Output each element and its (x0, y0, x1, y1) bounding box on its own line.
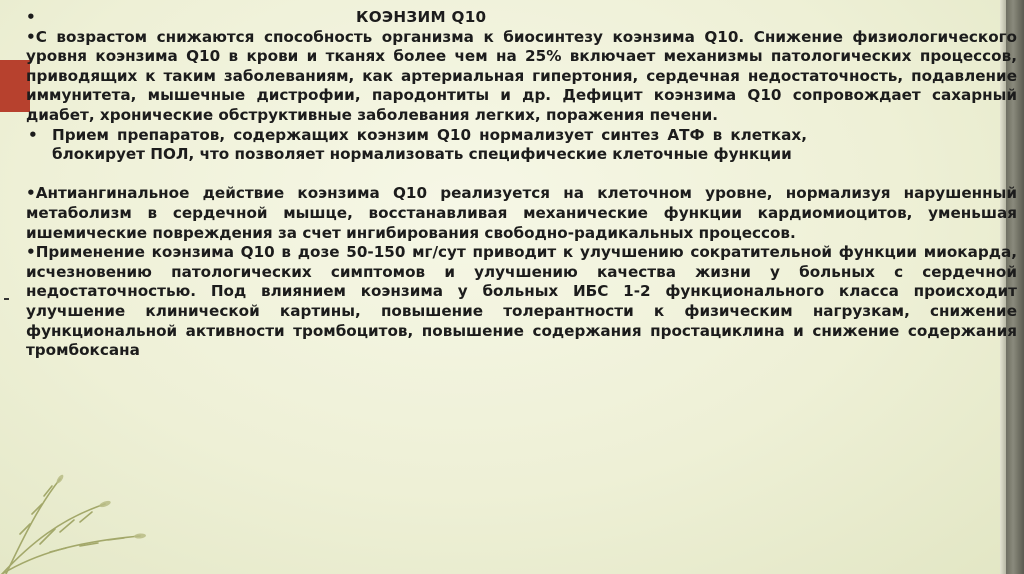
title-bullet: • (26, 8, 36, 26)
slide-title: КОЭНЗИМ Q10 (356, 8, 487, 26)
list-bullet: • (28, 125, 38, 144)
plant-decoration-icon (0, 424, 180, 574)
slide-body (26, 8, 1017, 361)
paragraph-atp: Прием препаратов, содержащих коэнзим Q10 нормализует синтез АТФ в клетках, блокирует ПОЛ, что позволяет нормализовать специфические клеточные функции (52, 125, 807, 164)
paragraph-dosage: •Применение коэнзима Q10 в дозе 50-150 мг/сут приводит к улучшению сократительной функции миокарда, исчезновению патологических симптомов и улучшению качества жизни у больных с сердечной недостаточностью. Под влиянием коэнзима у больных ИБС 1-2 функционального класса происходит улучшение клинической картины, повышение толерантности к физическим нагрузкам, снижение функциональной активности тромбоцитов, повышение содержания простациклина и снижение содержания тромбоксана (26, 243, 1017, 360)
title-line (26, 8, 1017, 28)
paragraph-deficiency: •С возрастом снижаются способность организма к биосинтезу коэнзима Q10. Снижение физиологического уровня коэнзима Q10 в крови и тканях более чем на 25% включает механизмы патологических процессов, приводящих к таким заболеваниям, как артериальная гипертония, сердечная недостаточность, подавление иммунитета, мышечные дистрофии, пародонтиты и др. Дефицит коэнзима Q10 сопровождает сахарный диабет, хронические обструктивные заболевания легких, поражения печени. (26, 27, 1017, 124)
paragraph-antianginal: •Антиангинальное действие коэнзима Q10 реализуется на клеточном уровне, нормализуя нарушенный метаболизм в сердечной мышце, восстанавливая механические функции кардиомиоцитов, уменьшая ишемические повреждения за счет ингибирования свободно-радикальных процессов. (26, 184, 1017, 242)
spacer (26, 165, 1017, 185)
list-item-atp (28, 126, 1017, 165)
left-edge-tick (4, 298, 9, 300)
